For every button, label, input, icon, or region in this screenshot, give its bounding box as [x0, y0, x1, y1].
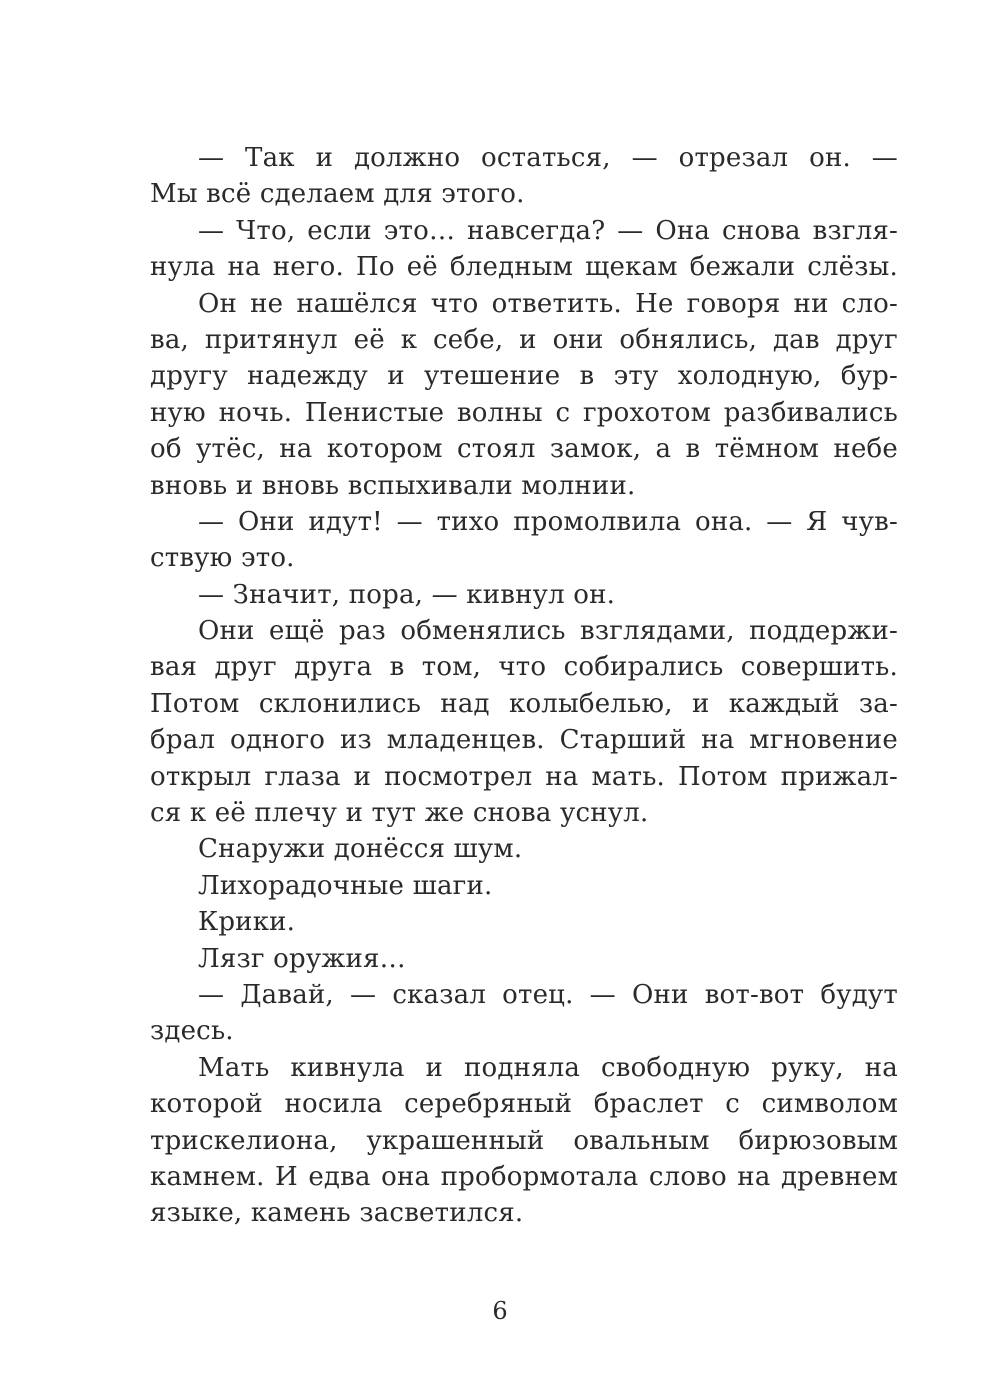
text-line: Он не нашёлся что ответить. Не говоря ни сло-: [198, 288, 898, 319]
text-line: Потом склонились над колыбелью, и каждый за-: [150, 688, 898, 719]
text-line: Крики.: [198, 907, 296, 938]
text-line: вновь и вновь вспыхивали молнии.: [150, 470, 636, 501]
text-line: Лязг оружия…: [198, 943, 406, 974]
page-number: 6: [492, 1297, 508, 1325]
text-line: Снаружи донёсся шум.: [198, 834, 523, 865]
text-line: другу надежду и утешение в эту холодную, бур-: [150, 361, 898, 392]
text-line: вая друг друга в том, что собирались совершить.: [150, 652, 898, 683]
text-line: — Так и должно остаться, — отрезал он. —: [198, 143, 898, 173]
text-line: которой носила серебряный браслет с символом: [150, 1089, 898, 1120]
text-line: — Они идут! — тихо промолвила она. — Я чув-: [198, 506, 898, 537]
text-line: Они ещё раз обменялись взглядами, поддержи-: [198, 616, 898, 647]
text-line: — Значит, пора, — кивнул он.: [198, 579, 616, 610]
text-line: нула на него. По её бледным щекам бежали слёзы.: [150, 252, 898, 283]
text-line: об утёс, на котором стоял замок, а в тёмном небе: [150, 434, 898, 465]
text-line: ную ночь. Пенистые волны с грохотом разбивались: [150, 397, 898, 428]
text-line: брал одного из младенцев. Старший на мгновение: [150, 725, 898, 756]
text-line: ствую это.: [150, 543, 295, 574]
text-line: камнем. И едва она пробормотала слово на древнем: [150, 1161, 898, 1192]
text-line: трискелиона, украшенный овальным бирюзовым: [150, 1125, 898, 1156]
page-body: [150, 140, 898, 1232]
text-line: языке, камень засветился.: [150, 1198, 524, 1229]
text-line: — Давай, — сказал отец. — Они вот-вот будут: [198, 979, 898, 1010]
text-line: Мать кивнула и подняла свободную руку, на: [198, 1052, 898, 1083]
text-line: ва, притянул её к себе, и они обнялись, дав друг: [150, 324, 898, 355]
text-line: Лихорадочные шаги.: [198, 870, 493, 901]
text-line: здесь.: [150, 1016, 234, 1047]
text-line: Мы всё сделаем для этого.: [150, 179, 525, 210]
text-line: ся к её плечу и тут же снова уснул.: [150, 798, 649, 829]
text-line: — Что, если это… навсегда? — Она снова взгля-: [198, 215, 898, 246]
text-line: открыл глаза и посмотрел на мать. Потом прижал-: [150, 761, 898, 792]
